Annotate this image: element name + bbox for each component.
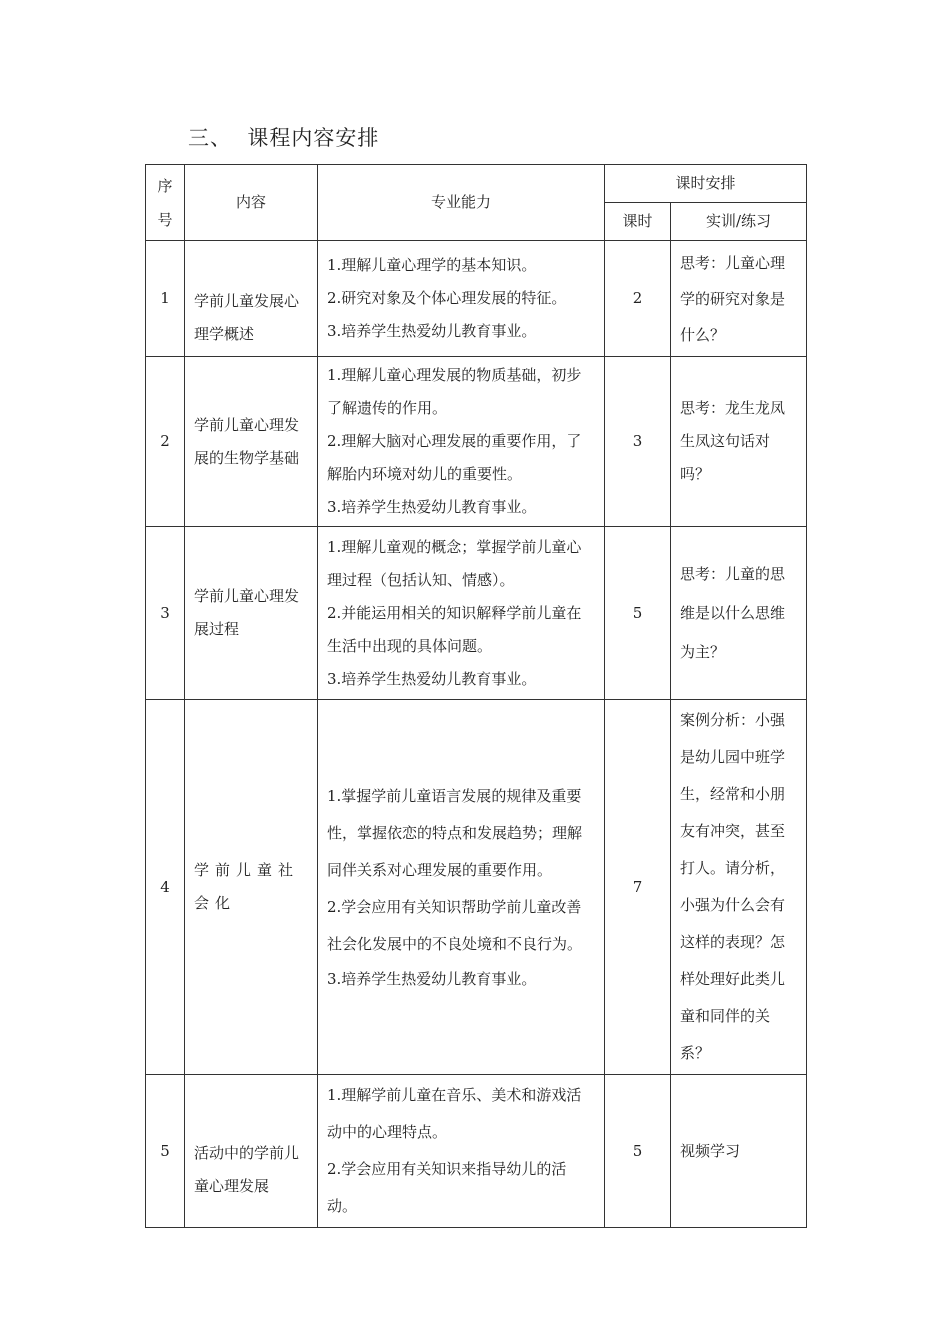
practice-text: 案例分析：小强是幼儿园中班学生，经常和小朋友有冲突，甚至打人。请分析，小强为什么会有这样的表现？怎样处理好此类儿童和同伴的关系？: [680, 711, 786, 1062]
row-abilities: [318, 241, 605, 357]
ability-item: 2.理解大脑对心理发展的重要作用，了解胎内环境对幼儿的重要性。: [327, 432, 582, 483]
row-seq: 2: [146, 357, 185, 527]
row-hours: 5: [605, 1075, 671, 1228]
row-seq: 3: [146, 527, 185, 700]
row-hours: 3: [605, 357, 671, 527]
header-schedule: 课时安排: [605, 165, 807, 203]
header-seq-text: 序 号: [157, 176, 173, 229]
header-hours: 课时: [605, 203, 671, 241]
practice-text: 视频学习: [680, 1141, 741, 1160]
practice-text: 思考：儿童的思维是以什么思维为主？: [680, 564, 786, 661]
table-row: [146, 1075, 807, 1228]
row-topic: 活动中的学前儿童心理发展: [185, 1075, 318, 1228]
row-hours: 5: [605, 527, 671, 700]
ability-item: 2.研究对象及个体心理发展的特征。: [327, 289, 567, 307]
header-seq: [146, 165, 185, 241]
table-row: [146, 527, 807, 700]
row-topic: 学前儿童发展心理学概述: [185, 241, 318, 357]
table-row: [146, 241, 807, 357]
row-topic: 学前儿童心理发展的生物学基础: [185, 357, 318, 527]
ability-item: 1.掌握学前儿童语言发展的规律及重要性，掌握依恋的特点和发展趋势；理解同伴关系对心理发展的重要作用。: [327, 787, 583, 879]
row-practice: [671, 1075, 807, 1228]
row-practice: [671, 527, 807, 700]
header-row: [146, 165, 807, 203]
practice-text: 思考：儿童心理学的研究对象是什么？: [680, 253, 786, 344]
ability-item: 3.培养学生热爱幼儿教育事业。: [327, 498, 537, 516]
ability-item: 1.理解儿童心理发展的物质基础，初步了解遗传的作用。: [327, 366, 582, 417]
ability-item: 3.培养学生热爱幼儿教育事业。: [327, 970, 537, 988]
table-row: [146, 700, 807, 1075]
row-hours: 7: [605, 700, 671, 1075]
section-title: 三、 课程内容安排: [188, 126, 380, 150]
row-practice: [671, 241, 807, 357]
row-abilities: [318, 700, 605, 1075]
row-seq: 1: [146, 241, 185, 357]
row-topic: 学前儿童心理发展过程: [185, 527, 318, 700]
ability-item: 3.培养学生热爱幼儿教育事业。: [327, 669, 537, 688]
header-practice: 实训/练习: [671, 203, 807, 241]
ability-item: 1.理解学前儿童在音乐、美术和游戏活动中的心理特点。: [327, 1086, 582, 1141]
course-schedule-table: [145, 164, 807, 1228]
practice-text: 思考：龙生龙凤生凤这句话对吗？: [680, 399, 786, 483]
ability-item: 1.理解儿童观的概念；掌握学前儿童心理过程（包括认知、情感）。: [327, 537, 582, 589]
ability-item: 2.学会应用有关知识来指导幼儿的活动。: [327, 1160, 567, 1215]
header-content: 内容: [185, 165, 318, 241]
row-seq: 4: [146, 700, 185, 1075]
table-row: [146, 357, 807, 527]
row-topic: 学前儿童社会化: [185, 700, 318, 1075]
row-hours: 2: [605, 241, 671, 357]
row-practice: [671, 700, 807, 1075]
row-abilities: [318, 357, 605, 527]
row-practice: [671, 357, 807, 527]
row-abilities: [318, 527, 605, 700]
ability-item: 2.学会应用有关知识帮助学前儿童改善社会化发展中的不良处境和不良行为。: [327, 898, 583, 953]
ability-item: 3.培养学生热爱幼儿教育事业。: [327, 322, 537, 340]
row-abilities: [318, 1075, 605, 1228]
header-ability: 专业能力: [318, 165, 605, 241]
ability-item: 1.理解儿童心理学的基本知识。: [327, 256, 537, 274]
row-seq: 5: [146, 1075, 185, 1228]
ability-item: 2.并能运用相关的知识解释学前儿童在生活中出现的具体问题。: [327, 603, 582, 655]
